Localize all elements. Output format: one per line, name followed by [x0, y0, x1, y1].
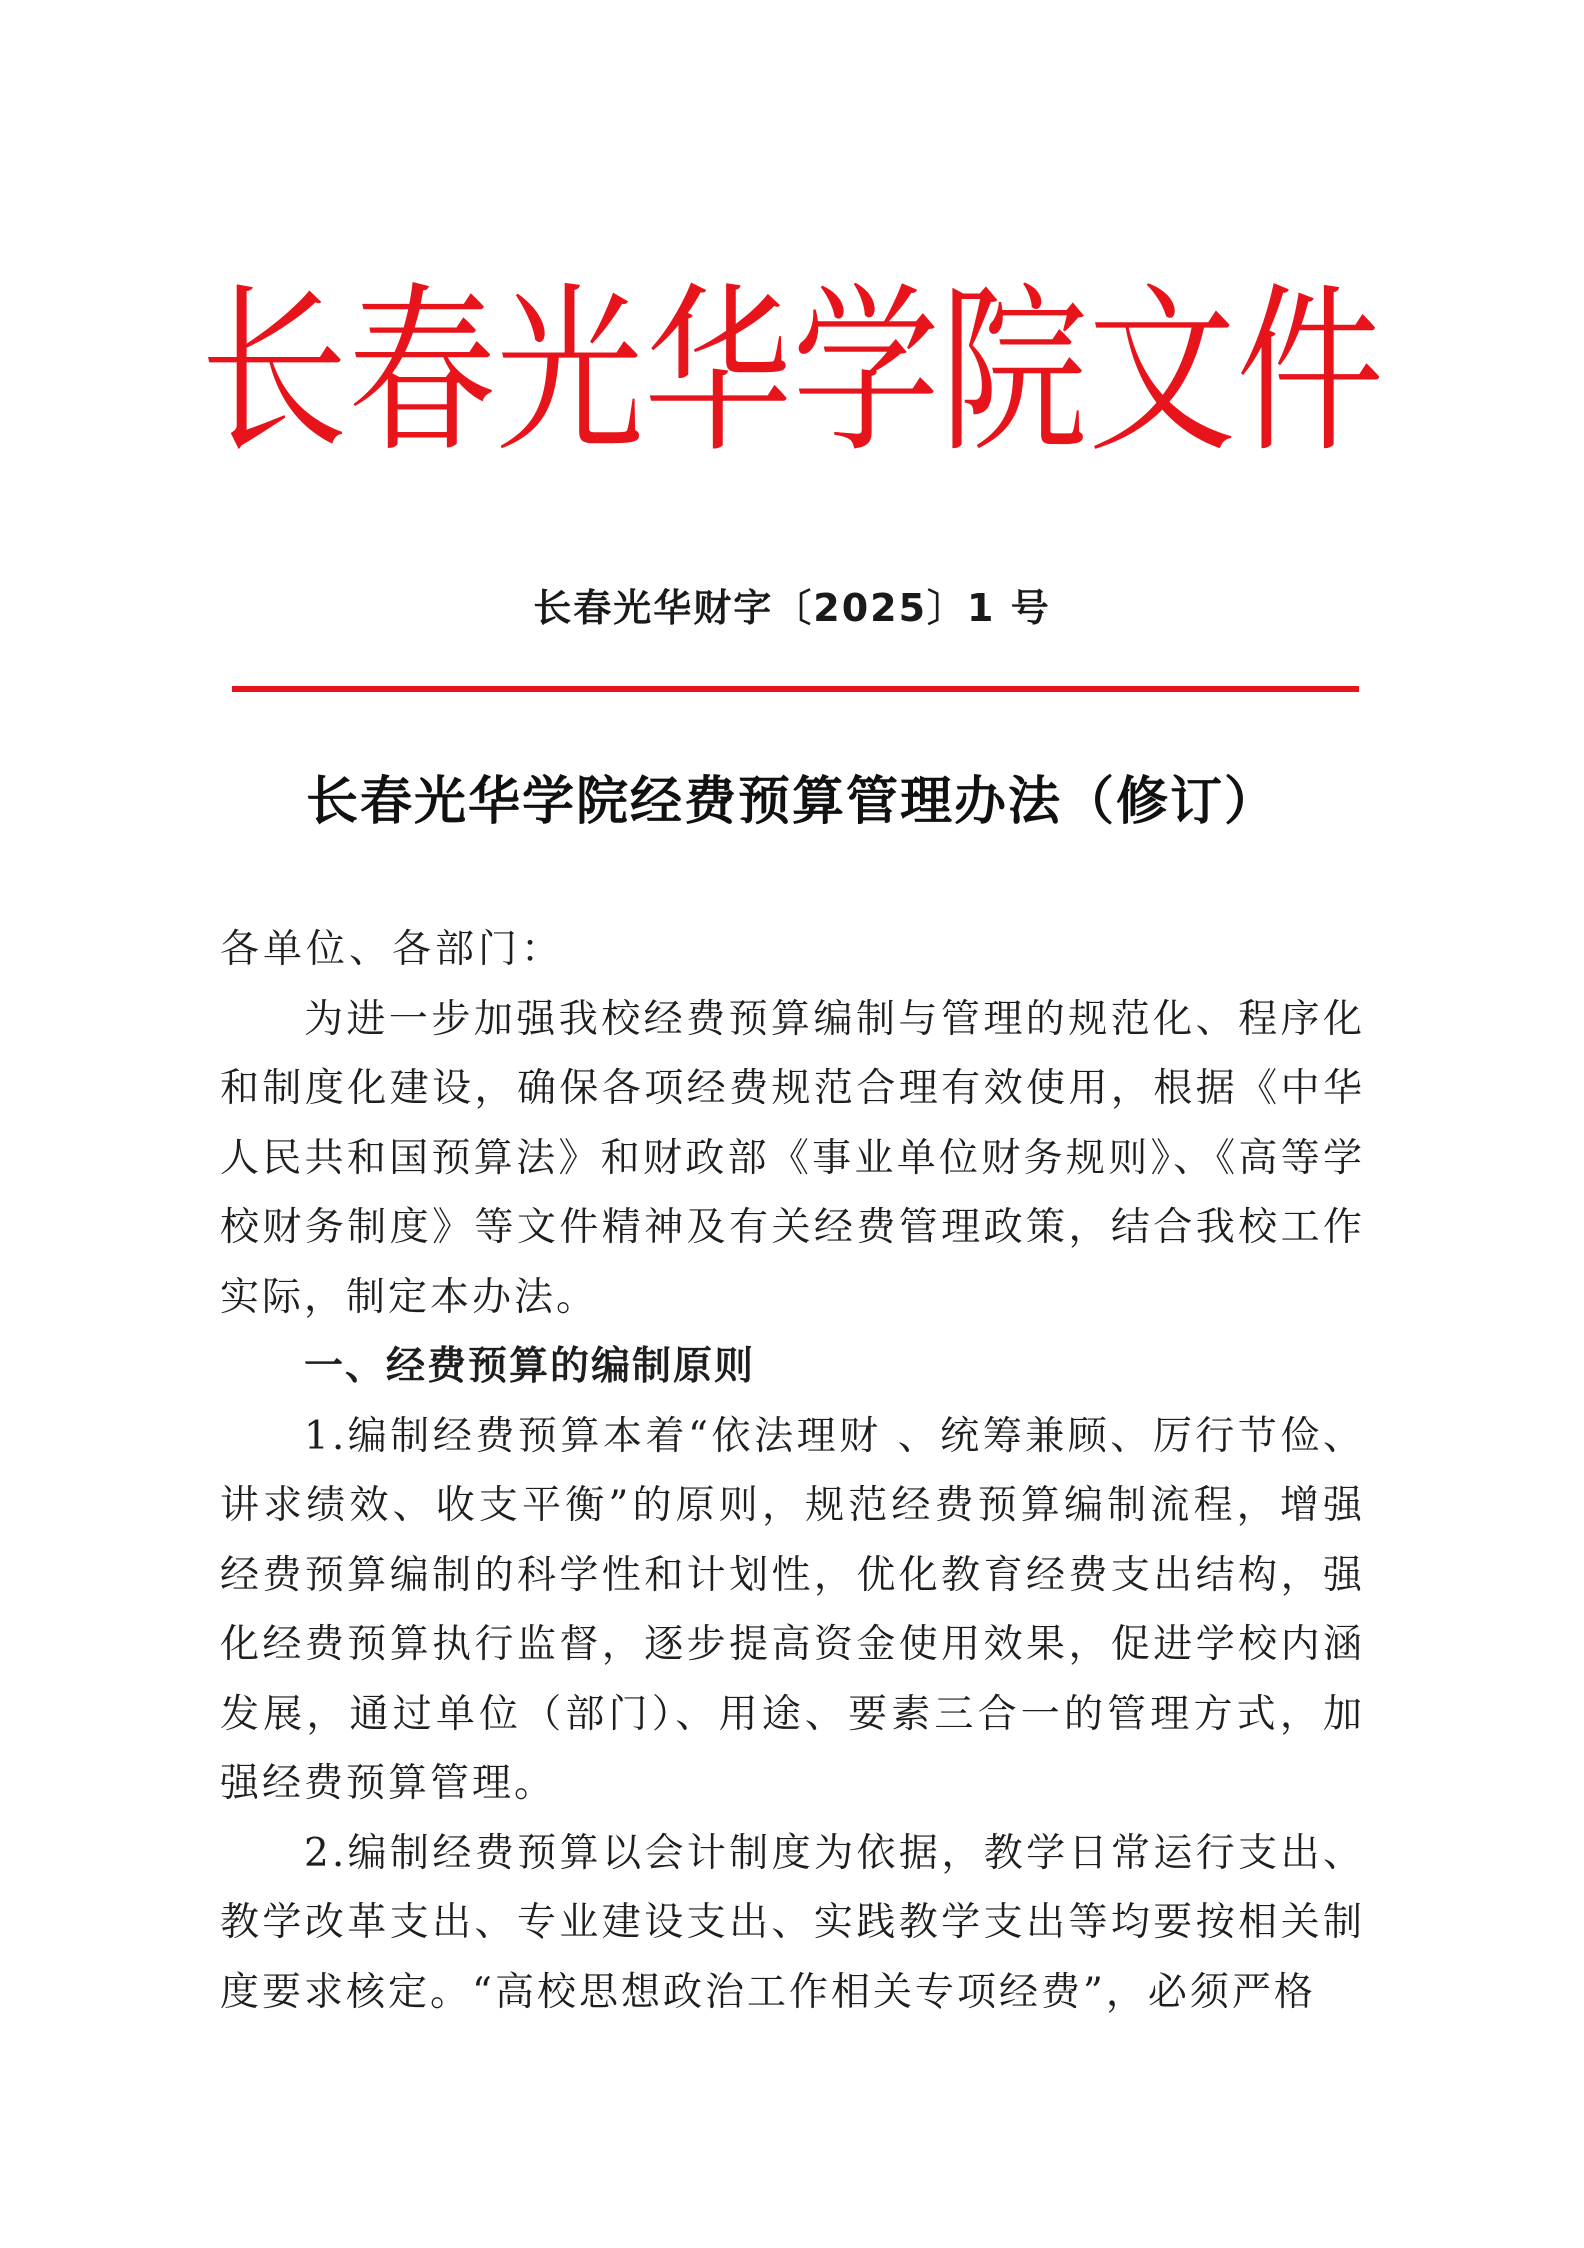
item-1-paragraph: 1.编制经费预算本着“依法理财 、统筹兼顾、厉行节俭、讲求绩效、收支平衡”的原则，规范经费预算编制流程，增强经费预算编制的科学性和计划性，优化教育经费支出结构，强化经费预算执行监督，逐步提高资金使用效果，促进学校内涵发展，通过单位（部门）、用途、要素三合一的管理方式，加强经费预算管理。	[220, 1413, 1365, 1806]
document-number: 长春光华财字〔2025〕1 号	[533, 586, 1051, 630]
salutation: 各单位、各部门：	[220, 927, 565, 972]
intro-paragraph: 为进一步加强我校经费预算编制与管理的规范化、程序化和制度化建设，确保各项经费规范合理有效使用，根据《中华人民共和国预算法》和财政部《事业单位财务规则》、《高等学校财务制度》等文件精神及有关经费管理政策，结合我校工作实际，制定本办法。	[220, 996, 1365, 1320]
red-divider-line	[232, 686, 1359, 692]
red-masthead-title: 长春光华学院文件	[200, 267, 1384, 477]
document-body	[220, 915, 1365, 2027]
document-title: 长春光华学院经费预算管理办法（修订）	[305, 772, 1278, 832]
section-heading: 一、经费预算的编制原则	[304, 1344, 756, 1389]
item-2-paragraph: 2.编制经费预算以会计制度为依据，教学日常运行支出、教学改革支出、专业建设支出、实践教学支出等均要按相关制度要求核定。“高校思想政治工作相关专项经费”，必须严格	[220, 1830, 1365, 2015]
